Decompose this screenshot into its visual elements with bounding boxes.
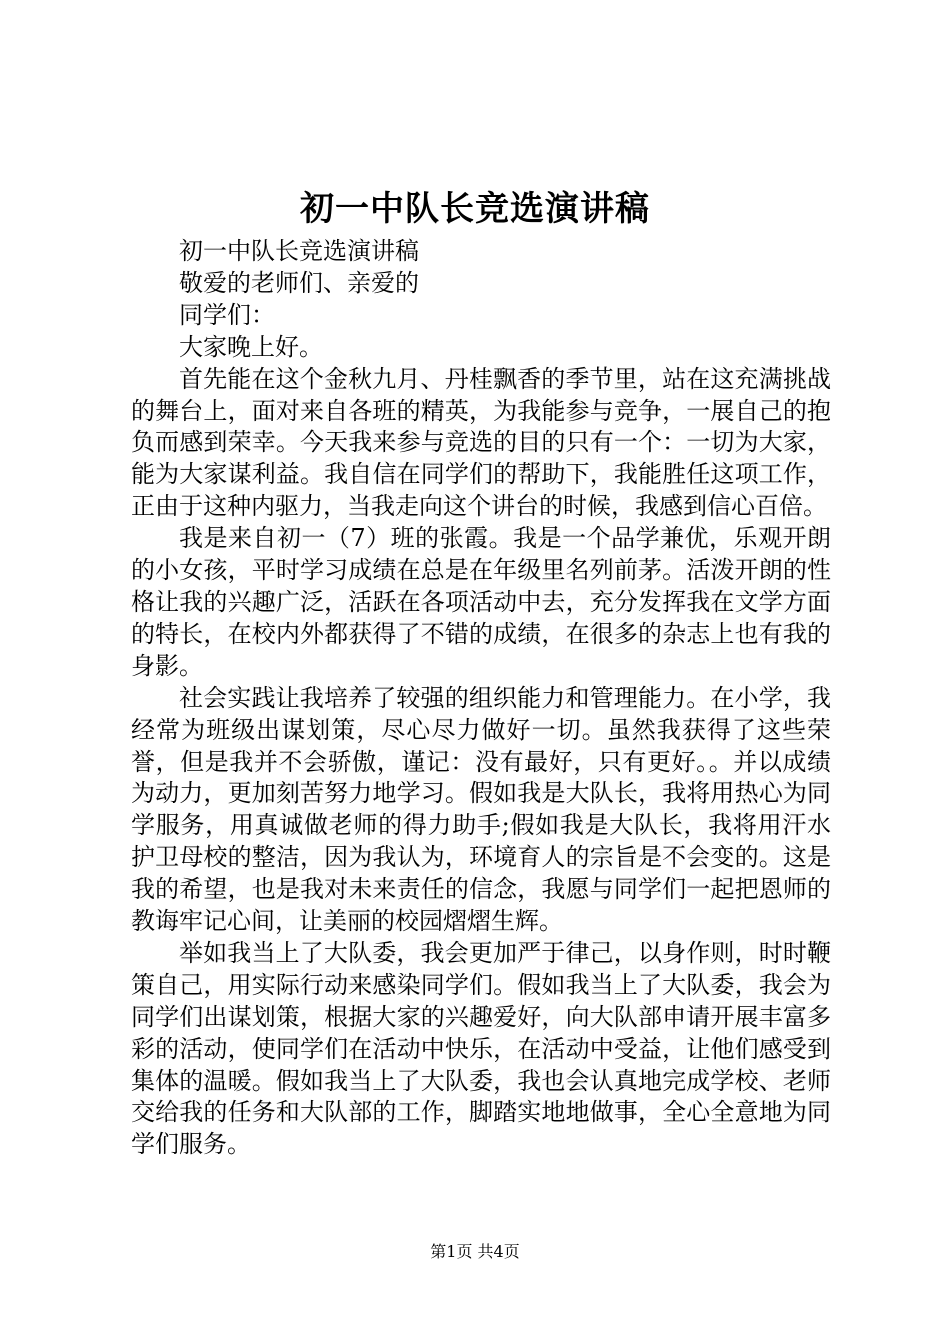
- document-title: 初一中队长竞选演讲稿: [300, 189, 650, 229]
- paragraph-2: 我是来自初一（7）班的张霞。我是一个品学兼优，乐观开朗的小女孩，平时学习成绩在总是在年级里名列前茅。活泼开朗的性格让我的兴趣广泛，活跃在各项活动中去，充分发挥我在文学方面的特长，在校内外都获得了不错的成绩，在很多的杂志上也有我的身影。: [131, 524, 831, 680]
- paragraph-subtitle: 初一中队长竞选演讲稿: [179, 237, 419, 265]
- paragraph-salutation-line-2: 同学们：: [179, 300, 275, 329]
- paragraph-1: 首先能在这个金秋九月、丹桂飘香的季节里，站在这充满挑战的舞台上，面对来自各班的精英，为我能参与竞争，一展自己的抱负而感到荣幸。今天我来参与竞选的目的只有一个：一切为大家，能为大家谋利益。我自信在同学们的帮助下，我能胜任这项工作，正由于这种内驱力，当我走向这个讲台的时候，我感到信心百倍。: [131, 364, 831, 521]
- paragraph-salutation-line-1: 敬爱的老师们、亲爱的: [179, 268, 419, 297]
- document-body: [131, 236, 831, 1161]
- paragraph-3: 社会实践让我培养了较强的组织能力和管理能力。在小学，我经常为班级出谋划策，尽心尽力做好一切。虽然我获得了这些荣誉，但是我并不会骄傲，谨记：没有最好，只有更好。。并以成绩为动力，更加刻苦努力地学习。假如我是大队长，我将用热心为同学服务，用真诚做老师的得力助手;假如我是大队长，我将用汗水护卫母校的整洁，因为我认为，环境育人的宗旨是不会变的。这是我的希望，也是我对未来责任的信念，我愿与同学们一起把恩师的教诲牢记心间，让美丽的校园熠熠生辉。: [131, 683, 831, 936]
- paragraph-greeting: 大家晚上好。: [179, 332, 323, 361]
- paragraph-4: 举如我当上了大队委，我会更加严于律己，以身作则，时时鞭策自己，用实际行动来感染同学们。假如我当上了大队委，我会为同学们出谋划策，根据大家的兴趣爱好，向大队部申请开展丰富多彩的活动，使同学们在活动中快乐，在活动中受益，让他们感受到集体的温暖。假如我当上了大队委，我也会认真地完成学校、老师交给我的任务和大队部的工作，脚踏实地地做事，全心全意地为同学们服务。: [131, 938, 831, 1159]
- page-footer: 第1页 共4页: [430, 1242, 520, 1261]
